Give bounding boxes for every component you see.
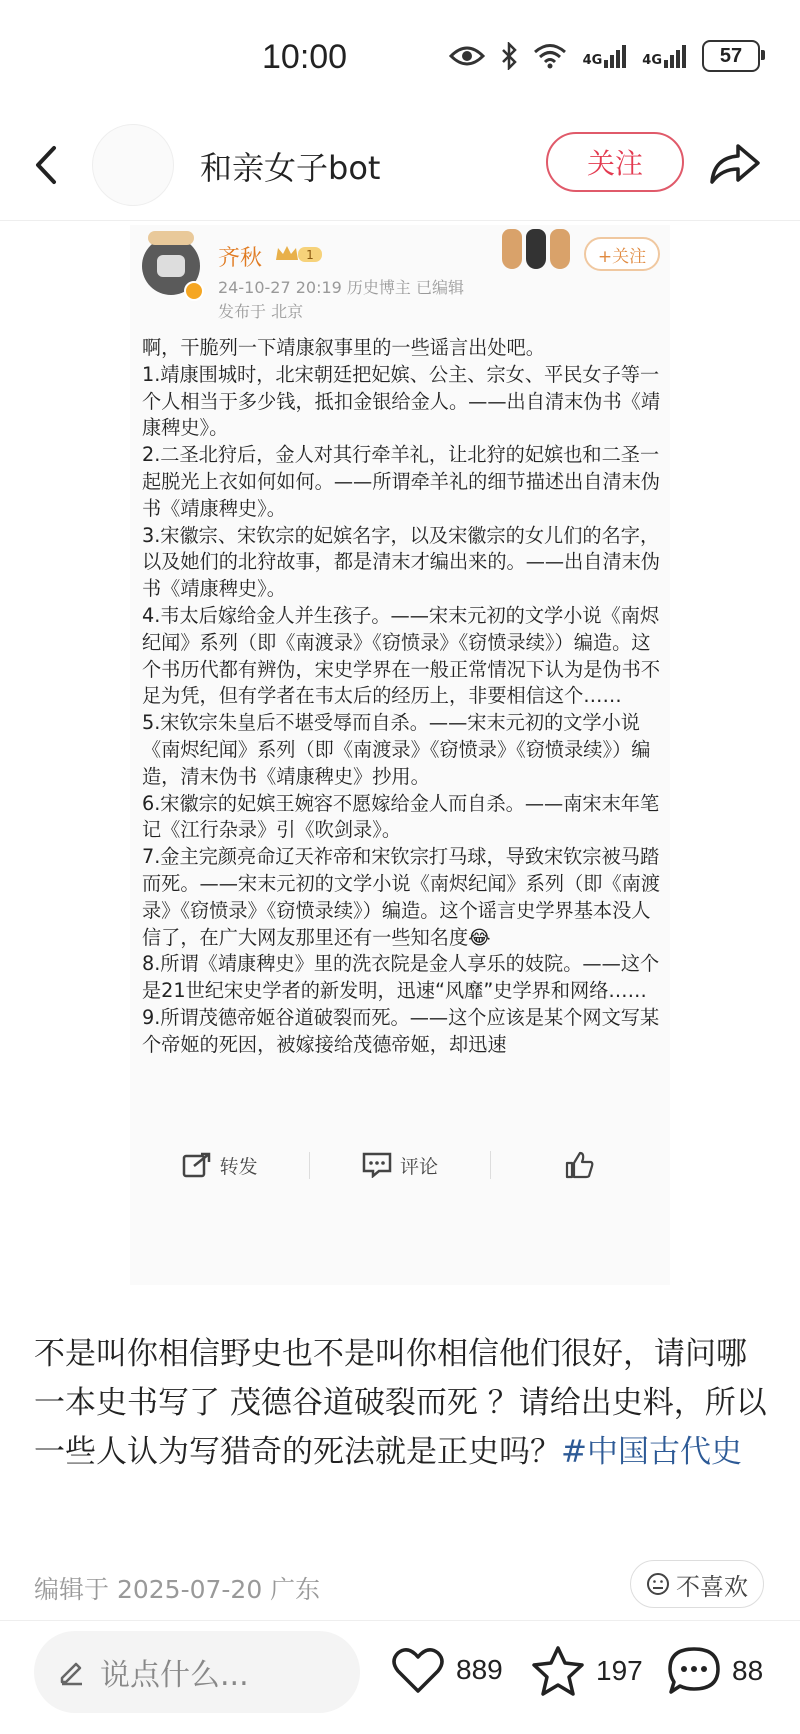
signal-2: [642, 45, 686, 68]
signal-1: [583, 45, 627, 68]
favorite-button[interactable]: [530, 1645, 643, 1697]
paragraph: 5.宋钦宗朱皇后不堪受辱而自杀。——宋末元初的文学小说《南烬纪闻》系列（即《南渡录》《窃愤录》《窃愤录续》）编造，清末伪书《靖康稗史》抄用。: [142, 711, 651, 788]
star-icon: [530, 1645, 586, 1697]
like-button[interactable]: [390, 1645, 503, 1695]
comment-bubble-icon: [666, 1645, 722, 1697]
bottom-bar: [0, 1620, 800, 1734]
frown-icon: [646, 1572, 670, 1596]
paragraph: 3.宋徽宗、宋钦宗的妃嫔名字，以及宋徽宗的女儿们的名字，以及她们的北狩故事，都是清末才编出来的。——出自清末伪书《靖康稗史》。: [142, 523, 661, 601]
share-icon[interactable]: [706, 138, 762, 188]
paragraph: 6.宋徽宗的妃嫔王婉容不愿嫁给金人而自杀。——南宋末年笔记《江行杂录》引《吹剑录》。: [142, 791, 660, 842]
paragraph: 7.金主完颜亮命辽天祚帝和宋钦宗打马球，导致宋钦宗被马踏而死。——宋末元初的文学小说《南烬纪闻》系列（即《南渡录》《窃愤录》《窃愤录续》）编造。这个谣言史学界基本没人信了，在广大网友那里还有一些知名度😂: [142, 845, 661, 949]
follow-button[interactable]: 关注: [546, 132, 684, 192]
comment-placeholder: 说点什么...: [100, 1658, 249, 1693]
battery-icon: 57: [702, 40, 760, 72]
bluetooth-icon: [501, 42, 517, 70]
embedded-meta: 24-10-27 20:19 历史博主 已编辑: [218, 278, 464, 297]
favorite-count: 197: [596, 1655, 643, 1686]
vip-level: 1: [306, 248, 314, 262]
comment-count: 88: [732, 1655, 764, 1686]
net-label-2: 4G: [642, 52, 662, 68]
vip-badge-icon: [274, 243, 324, 265]
status-icons: [449, 40, 760, 72]
verified-badge-icon: [184, 281, 204, 301]
pen-icon: [58, 1658, 86, 1686]
top-nav: [0, 110, 800, 221]
eye-icon: [449, 44, 485, 68]
embedded-location: 发布于 北京: [218, 302, 304, 321]
embedded-author: 齐秋: [218, 246, 263, 271]
repost-icon: [182, 1152, 212, 1178]
thumbs-up-icon: [565, 1151, 595, 1179]
comment-input[interactable]: [34, 1631, 360, 1713]
dislike-label: 不喜欢: [676, 1572, 748, 1601]
signal-bars-icon: [604, 45, 626, 68]
edit-info: 编辑于 2025-07-20 广东: [34, 1575, 321, 1604]
status-bar: [0, 0, 800, 110]
paragraph: 啊，干脆列一下靖康叙事里的一些谣言出处吧。: [142, 336, 545, 359]
embedded-follow-button: +关注: [584, 237, 660, 271]
net-label-1: 4G: [582, 52, 603, 68]
embedded-repost: [130, 1152, 309, 1179]
dislike-button[interactable]: [630, 1560, 764, 1608]
comment-button[interactable]: [666, 1645, 763, 1697]
embedded-comment: [309, 1152, 489, 1179]
comment-icon: [362, 1152, 392, 1178]
comment-label: 评论: [399, 1155, 438, 1178]
paragraph: 8.所谓《靖康稗史》里的洗衣院是金人享乐的妓院。——这个是21世纪宋史学者的新发明，迅速“风靡”史学界和网络……: [142, 952, 660, 1003]
post-body: 不是叫你相信野史也不是叫你相信他们很好，请问哪一本史书写了 茂德谷道破裂而死 ？请给出史料，所以一些人认为写猎奇的死法就是正史吗？: [34, 1336, 767, 1470]
paragraph: 4.韦太后嫁给金人并生孩子。——宋末元初的文学小说《南烬纪闻》系列（即《南渡录》《窃愤录》《窃愤录续》）编造。这个书历代都有辨伪，宋史学界在一般正常情况下认为是伪书不足为凭，但有学者在韦太后的经历上，非要相信这个……: [142, 603, 661, 708]
post-text: [34, 1330, 770, 1477]
embedded-actions: [130, 1135, 670, 1195]
embedded-like: [490, 1151, 670, 1179]
embedded-body: [142, 335, 667, 1059]
back-icon[interactable]: [28, 140, 68, 190]
paragraph: 9.所谓茂德帝姬谷道破裂而死。——这个应该是某个网文写某个帝姬的死因，被嫁接给茂德帝姬，却迅速: [142, 1005, 660, 1056]
paw-decoration-icon: [502, 229, 570, 269]
paragraph: 2.二圣北狩后，金人对其行牵羊礼，让北狩的妃嫔也和二圣一起脱光上衣如何如何。——所谓牵羊礼的细节描述出自清末伪书《靖康稗史》。: [142, 443, 661, 520]
like-count: 889: [456, 1654, 503, 1685]
paragraph: 1.靖康围城时，北宋朝廷把妃嫔、公主、宗女、平民女子等一个人相当于多少钱，抵扣金银给金人。——出自清末伪书《靖康稗史》。: [142, 362, 661, 440]
heart-icon: [390, 1645, 446, 1695]
page-title[interactable]: 和亲女子bot: [200, 149, 381, 187]
embedded-screenshot: [130, 225, 670, 1285]
repost-label: 转发: [219, 1155, 258, 1178]
hashtag-link[interactable]: #中国古代史: [561, 1434, 742, 1470]
wifi-icon: [533, 43, 567, 69]
avatar[interactable]: [92, 124, 174, 206]
status-time: 10:00: [262, 38, 348, 76]
signal-bars-icon: [664, 45, 686, 68]
